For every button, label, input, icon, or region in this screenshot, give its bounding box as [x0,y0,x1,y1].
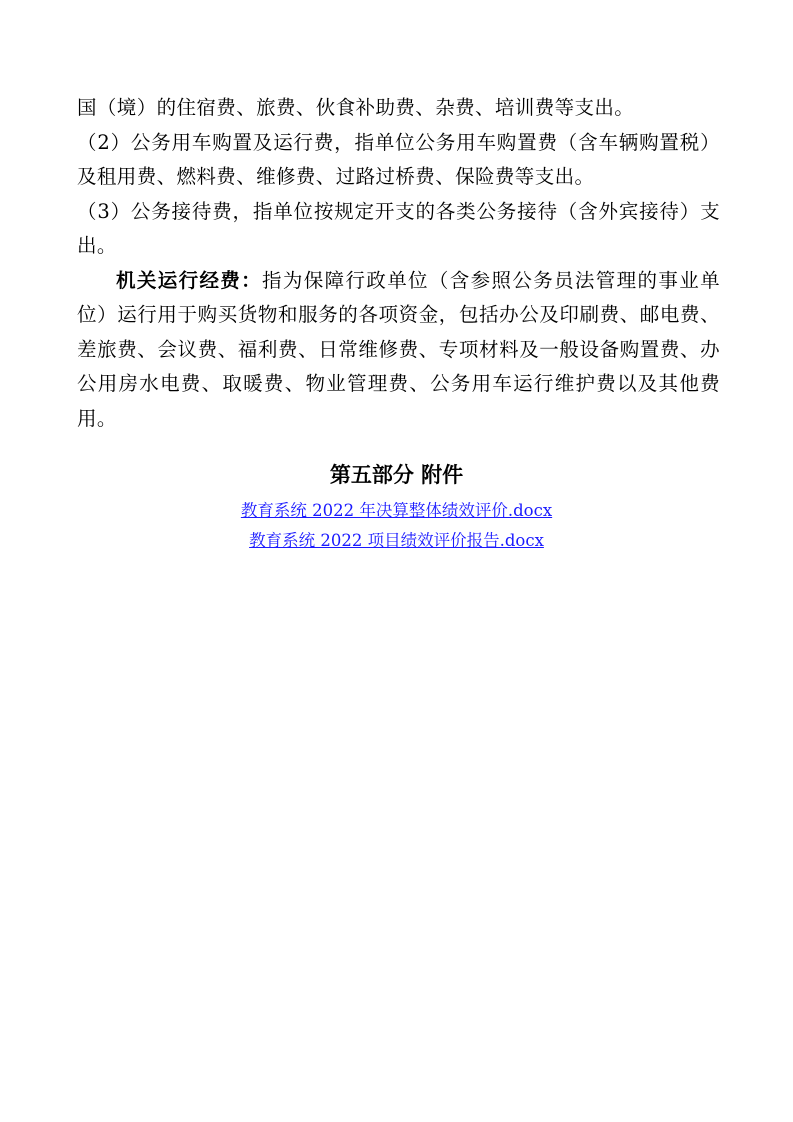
definition-text: 指为保障行政单位（含参照公务员法管理的事业单位）运行用于购买货物和服务的各项资金，包括办公及印刷费、邮电费、差旅费、会议费、福利费、日常维修费、专项材料及一般设备购置费、办公用房水电费、取暖费、物业管理费、公务用车运行维护费以及其他费用。 [77,268,720,430]
section-title: 第五部分 附件 [329,463,464,487]
document-body [77,91,720,436]
attachment-link-overall-evaluation[interactable]: 教育系统 2022 年决算整体绩效评价.docx [240,501,553,520]
paragraph-reception-expenses: （3）公务接待费，指单位按规定开支的各类公务接待（含外宾接待）支出。 [77,199,720,257]
attachment-link-project-evaluation[interactable]: 教育系统 2022 项目绩效评价报告.docx [249,531,544,550]
paragraph-continued-travel-expenses: 国（境）的住宿费、旅费、伙食补助费、杂费、培训费等支出。 [77,96,635,119]
attachment-list [0,496,793,556]
definition-term: 机关运行经费： [116,268,263,292]
paragraph-vehicle-expenses: （2）公务用车购置及运行费，指单位公务用车购置费（含车辆购置税）及租用费、燃料费、维修费、过路过桥费、保险费等支出。 [77,130,720,188]
attachment-item [0,496,793,526]
attachment-item [0,526,793,556]
paragraph-operating-expenses [77,264,720,437]
